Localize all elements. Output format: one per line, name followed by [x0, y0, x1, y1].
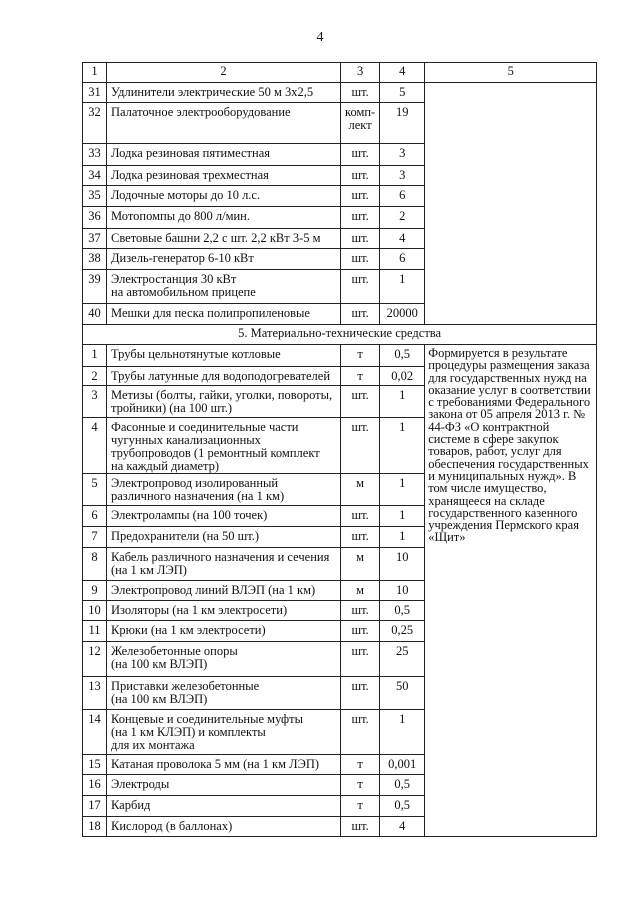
item-name: Электропровод изолированный различного назначения (на 1 км) — [107, 474, 341, 506]
item-name: Железобетонные опоры (на 100 км ВЛЭП) — [107, 642, 341, 677]
item-unit: шт. — [341, 249, 380, 270]
item-quantity: 5 — [380, 83, 425, 103]
item-name: Трубы цельнотянутые котловые — [107, 345, 341, 367]
item-quantity: 20000 — [380, 304, 425, 325]
row-number: 16 — [83, 775, 107, 796]
item-name: Катаная проволока 5 мм (на 1 км ЛЭП) — [107, 755, 341, 775]
row-number: 7 — [83, 527, 107, 548]
table-header-row — [83, 63, 597, 83]
item-unit: шт. — [341, 386, 380, 418]
column-header: 3 — [341, 63, 380, 83]
item-quantity: 0,001 — [380, 755, 425, 775]
column-header: 1 — [83, 63, 107, 83]
item-quantity: 1 — [380, 418, 425, 474]
item-unit: т — [341, 345, 380, 367]
row-number: 33 — [83, 144, 107, 166]
item-unit: шт. — [341, 207, 380, 229]
item-unit: т — [341, 796, 380, 817]
column-header: 4 — [380, 63, 425, 83]
row-number: 35 — [83, 186, 107, 207]
item-unit: комп- лект — [341, 103, 380, 144]
item-unit: шт. — [341, 527, 380, 548]
section-title: 5. Материально-технические средства — [83, 325, 597, 345]
row-number: 10 — [83, 601, 107, 621]
item-name: Дизель-генератор 6-10 кВт — [107, 249, 341, 270]
item-quantity: 0,5 — [380, 775, 425, 796]
item-unit: шт. — [341, 186, 380, 207]
item-unit: шт. — [341, 677, 380, 710]
table-row — [83, 345, 597, 367]
row-number: 2 — [83, 367, 107, 386]
row-number: 17 — [83, 796, 107, 817]
row-number: 5 — [83, 474, 107, 506]
item-name: Предохранители (на 50 шт.) — [107, 527, 341, 548]
row-number: 13 — [83, 677, 107, 710]
row-number: 4 — [83, 418, 107, 474]
row-number: 12 — [83, 642, 107, 677]
item-unit: шт. — [341, 166, 380, 186]
item-quantity: 0,5 — [380, 796, 425, 817]
item-name: Мотопомпы до 800 л/мин. — [107, 207, 341, 229]
row-number: 31 — [83, 83, 107, 103]
item-unit: шт. — [341, 601, 380, 621]
item-name: Электроды — [107, 775, 341, 796]
item-quantity: 50 — [380, 677, 425, 710]
item-unit: шт. — [341, 229, 380, 249]
row-number: 3 — [83, 386, 107, 418]
table-row — [83, 83, 597, 103]
item-name: Концевые и соединительные муфты (на 1 км КЛЭП) и комплекты для их монтажа — [107, 710, 341, 755]
item-quantity: 0,5 — [380, 345, 425, 367]
item-quantity: 4 — [380, 229, 425, 249]
procurement-note: Формируется в результате процедуры размещения заказа для государственных нужд на оказание услуг в соответствии с требованиями Федерального закона от 05 апреля 2013 г. № 44-ФЗ «О контрактной системе в сфере закупок товаров, работ, услуг для обеспечения государственных и муниципальных нужд». В том числе имущество, хранящееся на складе государственного казенного учреждения Пермского края «Щит» — [425, 345, 597, 837]
inventory-table — [82, 62, 597, 837]
item-quantity: 19 — [380, 103, 425, 144]
item-quantity: 2 — [380, 207, 425, 229]
item-quantity: 4 — [380, 817, 425, 837]
item-quantity: 10 — [380, 581, 425, 601]
item-quantity: 0,25 — [380, 621, 425, 642]
row-number: 9 — [83, 581, 107, 601]
item-unit: шт. — [341, 144, 380, 166]
row-number: 36 — [83, 207, 107, 229]
row-number: 37 — [83, 229, 107, 249]
item-unit: т — [341, 755, 380, 775]
item-name: Палаточное электрооборудование — [107, 103, 341, 144]
item-name: Карбид — [107, 796, 341, 817]
row-number: 6 — [83, 506, 107, 527]
item-unit: т — [341, 367, 380, 386]
item-name: Световые башни 2,2 с шт. 2,2 кВт 3-5 м — [107, 229, 341, 249]
row-number: 1 — [83, 345, 107, 367]
item-unit: шт. — [341, 710, 380, 755]
item-name: Лодка резиновая пятиместная — [107, 144, 341, 166]
row-number: 11 — [83, 621, 107, 642]
item-unit: м — [341, 474, 380, 506]
item-name: Электролампы (на 100 точек) — [107, 506, 341, 527]
item-unit: м — [341, 581, 380, 601]
item-unit: шт. — [341, 817, 380, 837]
row-number: 18 — [83, 817, 107, 837]
item-quantity: 6 — [380, 249, 425, 270]
row-number: 14 — [83, 710, 107, 755]
item-quantity: 1 — [380, 270, 425, 304]
item-unit: шт. — [341, 642, 380, 677]
item-name: Изоляторы (на 1 км электросети) — [107, 601, 341, 621]
item-name: Лодочные моторы до 10 л.с. — [107, 186, 341, 207]
column-header: 5 — [425, 63, 597, 83]
row-number: 32 — [83, 103, 107, 144]
row-number: 38 — [83, 249, 107, 270]
item-quantity: 1 — [380, 527, 425, 548]
item-name: Мешки для песка полипропиленовые — [107, 304, 341, 325]
item-unit: т — [341, 775, 380, 796]
item-unit: шт. — [341, 418, 380, 474]
item-unit: шт. — [341, 506, 380, 527]
item-unit: шт. — [341, 270, 380, 304]
item-quantity: 1 — [380, 386, 425, 418]
page-number: 4 — [316, 30, 324, 45]
item-quantity: 25 — [380, 642, 425, 677]
item-name: Лодка резиновая трехместная — [107, 166, 341, 186]
row-number: 39 — [83, 270, 107, 304]
row-number: 40 — [83, 304, 107, 325]
item-name: Трубы латунные для водоподогревателей — [107, 367, 341, 386]
item-name: Фасонные и соединительные части чугунных канализационных трубопроводов (1 ремонтный комплект на каждый диаметр) — [107, 418, 341, 474]
item-name: Удлинители электрические 50 м 3х2,5 — [107, 83, 341, 103]
item-name: Электростанция 30 кВт на автомобильном прицепе — [107, 270, 341, 304]
row-number: 34 — [83, 166, 107, 186]
item-quantity: 1 — [380, 506, 425, 527]
item-unit: м — [341, 548, 380, 581]
item-quantity: 6 — [380, 186, 425, 207]
notes-cell-empty — [425, 83, 597, 325]
item-quantity: 0,02 — [380, 367, 425, 386]
item-quantity: 3 — [380, 166, 425, 186]
row-number: 8 — [83, 548, 107, 581]
item-name: Электропровод линий ВЛЭП (на 1 км) — [107, 581, 341, 601]
item-name: Крюки (на 1 км электросети) — [107, 621, 341, 642]
column-header: 2 — [107, 63, 341, 83]
item-quantity: 1 — [380, 474, 425, 506]
section-row — [83, 325, 597, 345]
item-quantity: 0,5 — [380, 601, 425, 621]
item-unit: шт. — [341, 621, 380, 642]
item-name: Приставки железобетонные (на 100 км ВЛЭП) — [107, 677, 341, 710]
item-quantity: 1 — [380, 710, 425, 755]
item-name: Кислород (в баллонах) — [107, 817, 341, 837]
item-unit: шт. — [341, 304, 380, 325]
row-number: 15 — [83, 755, 107, 775]
item-unit: шт. — [341, 83, 380, 103]
item-name: Метизы (болты, гайки, уголки, повороты, тройники) (на 100 шт.) — [107, 386, 341, 418]
item-name: Кабель различного назначения и сечения (на 1 км ЛЭП) — [107, 548, 341, 581]
item-quantity: 3 — [380, 144, 425, 166]
item-quantity: 10 — [380, 548, 425, 581]
